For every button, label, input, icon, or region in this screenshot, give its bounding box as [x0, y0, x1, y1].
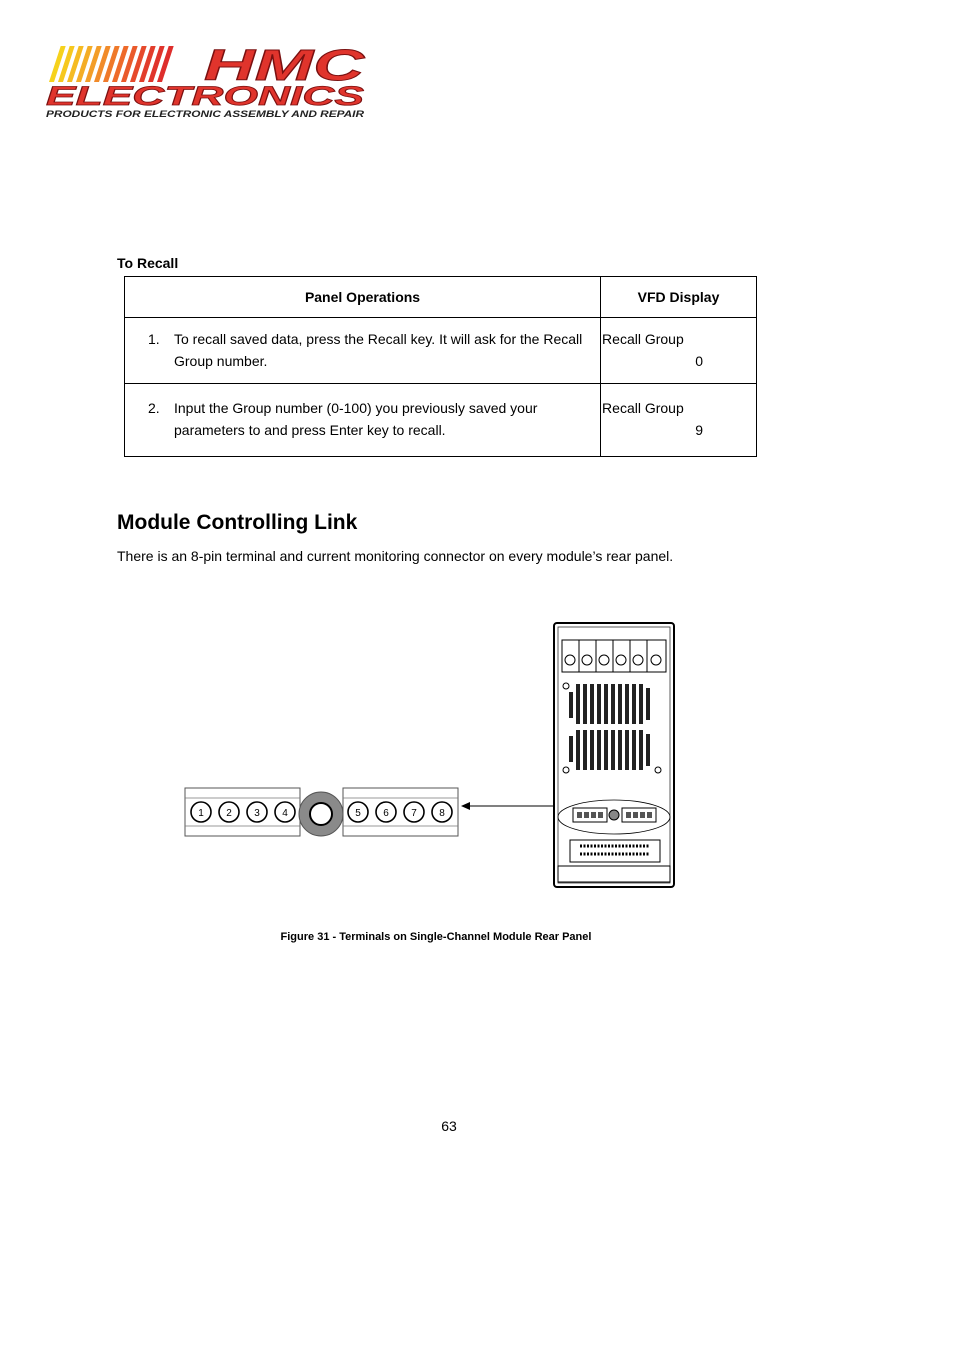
section-heading: Module Controlling Link — [117, 511, 358, 534]
header-vfd-display: VFD Display — [601, 277, 757, 318]
vfd-cell — [601, 384, 757, 457]
step-number: 2. — [148, 400, 160, 416]
vfd-line-2: 0 — [695, 353, 703, 369]
header-panel-operations: Panel Operations — [125, 277, 601, 318]
table-row — [125, 384, 757, 457]
rear-panel-figure — [180, 618, 680, 893]
vfd-line-1: Recall Group — [602, 331, 684, 347]
logo-hmc-text: HMC — [204, 42, 366, 90]
step-number: 1. — [148, 331, 160, 347]
table-row — [125, 318, 757, 384]
operation-cell — [125, 384, 601, 457]
logo-tagline: PRODUCTS FOR ELECTRONIC ASSEMBLY AND REPAIR — [46, 109, 365, 120]
to-recall-label: To Recall — [117, 255, 179, 271]
logo-electronics-text: ELECTRONICS — [46, 81, 364, 111]
pin-label: 4 — [282, 808, 288, 819]
figure-caption: Figure 31 - Terminals on Single-Channel Module Rear Panel — [280, 931, 592, 943]
logo-stripes — [49, 46, 174, 82]
pin-label: 7 — [411, 808, 417, 819]
recall-table — [124, 276, 757, 457]
operation-cell — [125, 318, 601, 384]
step-text: To recall saved data, press the Recall key. It will ask for the Recall Group number. — [174, 331, 583, 369]
module-rear-panel — [554, 623, 674, 887]
pin-label: 8 — [439, 808, 445, 819]
pin-label: 3 — [254, 808, 260, 819]
vfd-line-1: Recall Group — [602, 400, 684, 416]
section-paragraph: There is an 8-pin terminal and current monitoring connector on every module’s rear panel. — [117, 548, 674, 564]
recall-table-header — [125, 277, 757, 318]
pin-label: 1 — [198, 808, 204, 819]
hmc-electronics-logo — [42, 42, 367, 120]
pin-label: 5 — [355, 808, 361, 819]
pin-label: 6 — [383, 808, 389, 819]
pin-label: 2 — [226, 808, 232, 819]
vfd-cell — [601, 318, 757, 384]
page-number: 63 — [441, 1118, 457, 1134]
vfd-line-2: 9 — [695, 422, 703, 438]
step-text: Input the Group number (0-100) you previously saved your parameters to and press Enter key to recall. — [174, 400, 538, 438]
